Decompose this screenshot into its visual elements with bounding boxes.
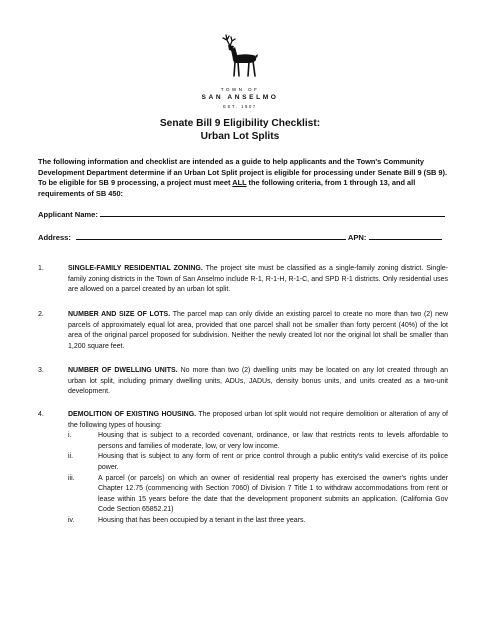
item-heading: DEMOLITION OF EXISTING HOUSING.: [68, 411, 197, 418]
subitem-text: Housing that is subject to a recorded covenant, ordinance, or law that restricts rents to levels affordable to persons and families of moderate, low, or very low income.: [98, 432, 448, 450]
subitem-iv: [68, 516, 448, 527]
subitem-text: Housing that is subject to any form of rent or price control through a public entity's valid exercise of its police power.: [98, 453, 448, 471]
subitem-i: [68, 431, 448, 452]
checklist-item-3: [38, 366, 448, 398]
item-number: 3.: [38, 367, 44, 374]
subitem-number: i.: [68, 432, 72, 440]
item-text: The proposed urban lot split would not require demolition or alteration of any of the following types of housing:: [68, 411, 448, 429]
subitem-ii: [68, 452, 448, 473]
subitem-number: ii.: [68, 453, 74, 461]
applicant-name-blank[interactable]: [100, 208, 445, 217]
town-logo: [0, 32, 480, 109]
apn-label: APN:: [347, 233, 367, 242]
applicant-name-label: Applicant Name:: [38, 210, 98, 219]
item-heading: NUMBER OF DWELLING UNITS.: [68, 367, 178, 374]
subitem-number: iii.: [68, 474, 75, 482]
intro-paragraph: [38, 157, 448, 199]
title-line-2: Urban Lot Splits: [200, 131, 280, 142]
logo-established: EST. 1907: [223, 104, 257, 109]
intro-text-after: the following criteria, from 1 through 13, and all requirements of SB 450:: [38, 178, 416, 198]
address-blank[interactable]: [76, 231, 346, 240]
checklist-item-1: [38, 264, 448, 296]
item-number: 4.: [38, 411, 44, 418]
item-heading: SINGLE-FAMILY RESIDENTIAL ZONING.: [68, 265, 203, 272]
item-text: The parcel map can only divide an existing parcel to create no more than two (2) new parcels of approximately equal lot area, provided that one parcel shall not be smaller than forty percent (40%) of the lot area of the original parcel proposed for subdivision. Neither the newly created lot nor the original lot shall be smaller than 1,200 square feet.: [68, 311, 449, 350]
item-number: 1.: [38, 265, 44, 272]
subitem-text: Housing that has been occupied by a tenant in the last three years.: [98, 516, 306, 524]
checklist-item-4: [38, 410, 448, 527]
subitem-iii: [68, 474, 448, 516]
item-text: The project site must be classified as a single-family zoning district. Single-family zoning districts in the Town of San Anselmo include R-1, R-1-H, R-1-C, and SPD R-1 districts. Only residential uses are allowed on a parcel created by an urban lot split.: [68, 265, 448, 294]
intro-emphasis: ALL: [232, 178, 247, 188]
title-line-1: Senate Bill 9 Eligibility Checklist:: [159, 118, 321, 129]
logo-town-of: TOWN OF: [220, 87, 260, 92]
item-text: No more than two (2) dwelling units may be located on any lot created through an urban lot split, including primary dwelling units, ADUs, JADUs, density bonus units, and units created as a two-unit development.: [68, 367, 448, 396]
item-number: 2.: [38, 311, 44, 318]
item-heading: NUMBER AND SIZE OF LOTS.: [68, 311, 171, 318]
apn-blank[interactable]: [369, 231, 442, 240]
address-row: [38, 231, 448, 242]
deer-emblem-icon: [218, 32, 262, 78]
checklist-item-2: [38, 310, 448, 352]
subitem-text: A parcel (or parcels) on which an owner of residential real property has exercised the owner's rights under Chapter 12.75 (commencing with Section 7060) of Division 7 Title 1 to withdraw accommodations from rent or lease within 15 years before the date that the development proponent submits an application. (California Gov Code Section 65852.21): [98, 474, 448, 514]
intro-text-before: The following information and checklist are intended as a guide to help applicants and the Town's Community Development Department determine if an Urban Lot Split project is eligible for processing under Senate Bill 9 (SB 9). To be eligible for SB 9 processing, a project must meet: [38, 157, 448, 188]
document-title: [0, 117, 480, 143]
address-label: Address:: [38, 233, 71, 242]
subitem-number: iv.: [68, 516, 75, 524]
applicant-name-row: [38, 208, 448, 219]
logo-town-name: SAN ANSELMO: [201, 94, 279, 101]
